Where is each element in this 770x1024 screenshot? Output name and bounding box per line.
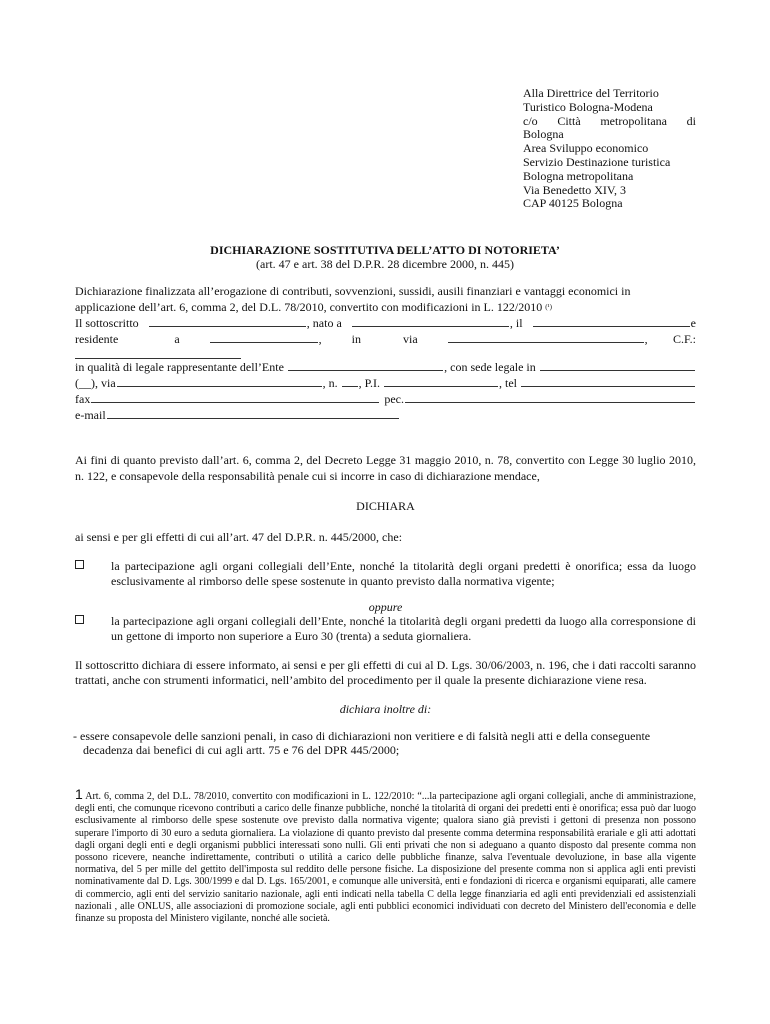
premise-paragraph: Ai fini di quanto previsto dall’art. 6, comma 2, del Decreto Legge 31 maggio 2010, n. 78, convertito con Legge 30 luglio 2010, n. 122, e consapevole della responsabilità penale cui si incorre in caso di dichiarazione mendace, xyxy=(75,453,696,483)
label-prov-via: (__), via xyxy=(75,376,116,390)
label-sede: , con sede legale in xyxy=(444,360,536,374)
recipient-line: Turistico Bologna-Modena xyxy=(523,99,653,114)
name-field[interactable] xyxy=(149,315,306,327)
label-e: e xyxy=(690,316,696,330)
pec-field[interactable] xyxy=(405,391,695,403)
recipient-line: Bologna metropolitana xyxy=(523,168,634,183)
intro-line: Dichiarazione finalizzata all’erogazione di contributi, sovvenzioni, sussidi, ausili finanziari e vantaggi economici in xyxy=(75,284,631,298)
street-number-field[interactable] xyxy=(342,375,358,387)
recipient-line: Bologna xyxy=(523,127,564,142)
fax-field[interactable] xyxy=(91,391,379,403)
recipient-line: CAP 40125 Bologna xyxy=(523,196,623,211)
name-row xyxy=(75,315,696,331)
option-text: la partecipazione agli organi collegiali dell’Ente, nonché la titolarità degli organi predetti è onorifica; essa da luogo esclusivamente al rimborso delle spese sostenute in quanto previsto dalla normativa vigente; xyxy=(111,559,696,588)
footnote-text: Art. 6, comma 2, del D.L. 78/2010, convertito con modificazioni in L. 122/2010: “...la partecipazione agli organi collegiali, anche di amministrazione, degli enti, che comunque ricevono contributi a carico delle finanze pubbliche, nonché la titolarità di organi dei predetti enti è onorifica; essa può dar luogo esclusivamente al rimborso delle spese sostenute ove previsto dalla normativa vigente; qualora siano già previsti i gettoni di presenza non possono superare l'importo di 30 euro a seduta giornaliera. La violazione di quanto previsto dal presente comma determina responsabilità erariale e gli atti adottati dagli organi degli enti e degli organismi pubblici interessati sono nulli. Gli enti privati che non si adeguano a quanto disposto dal presente comma non possono ricevere, neanche indirettamente, contributi o utilità a carico delle pubbliche finanze, salva l'eventuale devoluzione, in base alla vigente normativa, del 5 per mille del gettito dell'imposta sul reddito delle persone fisiche. La disposizione del presente comma non si applica agli enti previsti nominativamente dal D. Lgs. 300/1999 e dal D. Lgs. 165/2001, e comunque alle università, enti e fondazioni di ricerca e organismi equiparati, alle camere di commercio, agli enti del servizio sanitario nazionale, agli enti indicati nella tabella C della legge finanziaria ed agli enti previdenziali ed assistenziali nazionali , alle ONLUS, alle associazioni di promozione sociale, agli enti pubblici economici individuati con decreto del Ministero dell'economia e delle finanze su proposta del Ministero vigilante, nonché alle società. xyxy=(75,791,696,925)
dichiara-heading: DICHIARA xyxy=(356,499,415,513)
recipient-word: Città xyxy=(557,113,581,128)
intro-text: applicazione dell’art. 6, comma 2, del D.L. 78/2010, convertito con modificazioni in L. 122/2010 xyxy=(75,300,543,314)
label-via: via xyxy=(402,332,418,346)
label-pec: pec. xyxy=(384,392,404,406)
label-tel: , tel xyxy=(499,376,517,390)
footnote-ref: (¹) xyxy=(545,303,552,311)
sanzioni-line: - essere consapevole delle sanzioni penali, in caso di dichiarazioni non veritiere e di falsità negli atti e della conseguente xyxy=(73,729,651,743)
option-gettone xyxy=(75,614,696,644)
label-email: e-mail xyxy=(75,408,106,422)
dichiara-inoltre-label: dichiara inoltre di: xyxy=(339,702,432,716)
residence-city-field[interactable] xyxy=(210,331,318,343)
cf-row xyxy=(75,347,696,359)
sanzioni-item xyxy=(75,729,696,757)
residence-street-field[interactable] xyxy=(448,331,644,343)
label-in: in xyxy=(351,332,361,346)
entity-street-field[interactable] xyxy=(117,375,322,387)
recipient-line: Via Benedetto XIV, 3 xyxy=(523,182,627,197)
label-sottoscritto: Il sottoscritto xyxy=(75,316,139,330)
role-row xyxy=(75,359,696,375)
label-cf: C.F.: xyxy=(672,332,696,346)
seat-field[interactable] xyxy=(540,359,695,371)
document-title: DICHIARAZIONE SOSTITUTIVA DELL’ATTO DI NOTORIETA’ xyxy=(210,243,560,257)
recipient-line xyxy=(523,115,696,129)
recipient-line: Alla Direttrice del Territorio xyxy=(523,86,659,100)
email-field[interactable] xyxy=(107,407,399,419)
footnote xyxy=(75,788,696,925)
option-onorifica xyxy=(75,559,696,589)
vat-field[interactable] xyxy=(384,375,498,387)
label-a: a xyxy=(174,332,180,346)
sanzioni-line: decadenza dai benefici di cui agli artt. 75 e 76 del DPR 445/2000; xyxy=(83,743,400,757)
declarant-form xyxy=(75,283,696,423)
recipient-address xyxy=(523,87,696,211)
footnote-number: 1 xyxy=(75,786,83,802)
email-row xyxy=(75,407,696,423)
checkbox-gettone[interactable] xyxy=(75,615,84,624)
checkbox-onorifica[interactable] xyxy=(75,560,84,569)
fax-row xyxy=(75,391,696,407)
option-text: la partecipazione agli organi collegiali dell’Ente, nonché la titolarità degli organi predetti da luogo alla corresponsione di un gettone di importo non superiore a Euro 30 (trenta) a seduta giornaliera. xyxy=(111,614,696,643)
label-residente: residente xyxy=(75,332,119,346)
recipient-word: c/o xyxy=(523,113,538,128)
legal-basis-text: ai sensi e per gli effetti di cui all’art. 47 del D.P.R. n. 445/2000, che: xyxy=(75,530,403,544)
recipient-line: Area Sviluppo economico xyxy=(523,141,649,156)
birthdate-field[interactable] xyxy=(533,315,690,327)
cf-field[interactable] xyxy=(75,347,241,359)
recipient-line: Servizio Destinazione turistica xyxy=(523,154,671,169)
oppure-label: oppure xyxy=(368,600,403,614)
intro-line xyxy=(75,299,696,315)
label-fax: fax xyxy=(75,392,91,406)
label-n: , n. xyxy=(322,376,338,390)
address-row xyxy=(75,375,696,391)
residence-row: residente a , in via , C.F.: xyxy=(75,332,696,346)
birthplace-field[interactable] xyxy=(352,315,509,327)
recipient-word: di xyxy=(686,113,696,128)
recipient-word: metropolitana xyxy=(600,113,667,128)
phone-field[interactable] xyxy=(521,375,695,387)
document-subtitle: (art. 47 e art. 38 del D.P.R. 28 dicembre 2000, n. 445) xyxy=(256,257,514,271)
privacy-paragraph: Il sottoscritto dichiara di essere informato, ai sensi e per gli effetti di cui al D. Lgs. 30/06/2003, n. 196, che i dati raccolti saranno trattati, anche con strumenti informatici, nell’ambito del procedimento per il quale la presente dichiarazione viene resa. xyxy=(75,658,696,687)
entity-field[interactable] xyxy=(288,359,443,371)
label-pi: , P.I. xyxy=(358,376,380,390)
label-nato-a: , nato a xyxy=(306,316,342,330)
label-qualita: in qualità di legale rappresentante dell’Ente xyxy=(75,360,284,374)
label-il: , il xyxy=(509,316,523,330)
